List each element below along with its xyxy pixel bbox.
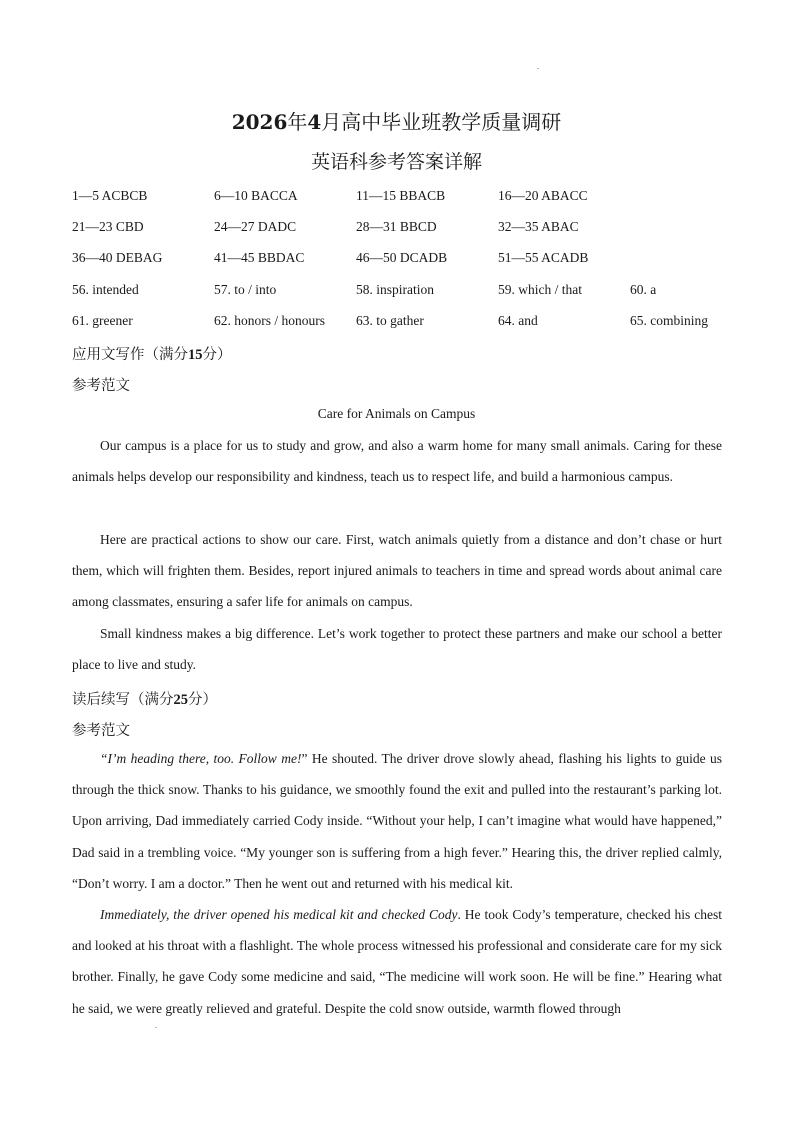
answer-cell: 62. honors / honours	[214, 313, 325, 328]
answer-cell: 11—15 BBACB	[356, 188, 446, 203]
page-subtitle: 英语科参考答案详解	[310, 151, 482, 173]
given-opening: “I’m heading there, too. Follow me!	[100, 751, 302, 766]
heading-score: 25	[173, 692, 188, 708]
paragraph-body: . He took Cody’s temperature, checked his chest and looked at his throat with a flashlight. The whole process witnessed his professional and considerate care for my sick brother. Finally, he gave Cody some medicine and said, “The medicine will work soon. He will be fine.” Hearing what he said, we were greatly relieved and grateful. Despite the cold snow outside, warmth flowed through	[72, 907, 722, 1016]
answer-cell: 58. inspiration	[356, 282, 434, 297]
continuation-paragraph-2	[72, 899, 722, 1024]
answer-cell: 1—5 ACBCB	[72, 188, 148, 203]
heading-text: 分）	[188, 692, 217, 708]
title-year: 2026	[231, 110, 288, 134]
answer-cell: 59. which / that	[498, 282, 582, 297]
answer-cell: 56. intended	[72, 282, 139, 297]
answer-cell: 46—50 DCADB	[356, 250, 448, 265]
answer-cell: 63. to gather	[356, 313, 424, 328]
section-heading-writing	[72, 343, 232, 364]
answer-cell: 51—55 ACADB	[498, 250, 589, 265]
continuation-paragraph-1	[72, 743, 722, 899]
heading-score: 15	[188, 347, 203, 363]
paragraph-body: ” He shouted. The driver drove slowly ahead, flashing his lights to guide us through the thick snow. Thanks to his guidance, we smoothly found the exit and pulled into the restaurant’s parking lot. Upon arriving, Dad immediately carried Cody inside. “Without your help, I can’t imagine what would have happened,” Dad said in a trembling voice. “My younger son is suffering from a high fever.” Hearing this, the driver replied calmly, “Don’t worry. I am a doctor.” Then he went out and returned with his medical kit.	[72, 751, 723, 891]
answer-cell: 64. and	[498, 313, 538, 328]
title-year-suffix: 年	[287, 110, 308, 134]
answer-cell: 32—35 ABAC	[498, 219, 579, 234]
page-title	[0, 106, 793, 135]
essay-paragraph-1: Our campus is a place for us to study and grow, and also a warm home for many small animals. Caring for these animals helps develop our responsibility and kindness, teach us to respect life, and build a harmonious campus.	[72, 438, 722, 485]
answer-cell: 21—23 CBD	[72, 219, 144, 234]
answer-cell: 24—27 DADC	[214, 219, 297, 234]
answer-cell: 65. combining	[630, 313, 708, 328]
title-month-suffix: 月高中毕业班教学质量调研	[321, 110, 562, 134]
section-heading-continuation	[72, 688, 217, 709]
scan-speck	[537, 68, 539, 69]
essay-paragraph-2: Here are practical actions to show our care. First, watch animals quietly from a distance and don’t chase or hurt them, which will frighten them. Besides, report injured animals to teachers in time and spread words about animal care among classmates, ensuring a safer life for animals on campus.	[72, 532, 722, 610]
answer-cell: 6—10 BACCA	[214, 188, 298, 203]
heading-text: 应用文写作（满分	[72, 347, 188, 363]
scan-speck	[155, 1027, 157, 1028]
answer-cell: 61. greener	[72, 313, 133, 328]
sample-label: 参考范文	[72, 723, 130, 739]
answer-cell: 60. a	[630, 282, 657, 297]
given-opening: Immediately, the driver opened his medical kit and checked Cody	[100, 907, 458, 922]
sample-label: 参考范文	[72, 378, 130, 394]
answer-cell: 16—20 ABACC	[498, 188, 588, 203]
essay-title: Care for Animals on Campus	[317, 406, 476, 421]
heading-text: 分）	[202, 347, 232, 363]
essay-paragraph-3: Small kindness makes a big difference. Let’s work together to protect these partners and make our school a better place to live and study.	[72, 626, 722, 673]
answer-cell: 57. to / into	[214, 282, 277, 297]
title-month: 4	[307, 110, 322, 134]
answer-cell: 36—40 DEBAG	[72, 250, 163, 265]
answer-cell: 28—31 BBCD	[356, 219, 437, 234]
answer-cell: 41—45 BBDAC	[214, 250, 305, 265]
heading-text: 读后续写（满分	[72, 692, 174, 708]
